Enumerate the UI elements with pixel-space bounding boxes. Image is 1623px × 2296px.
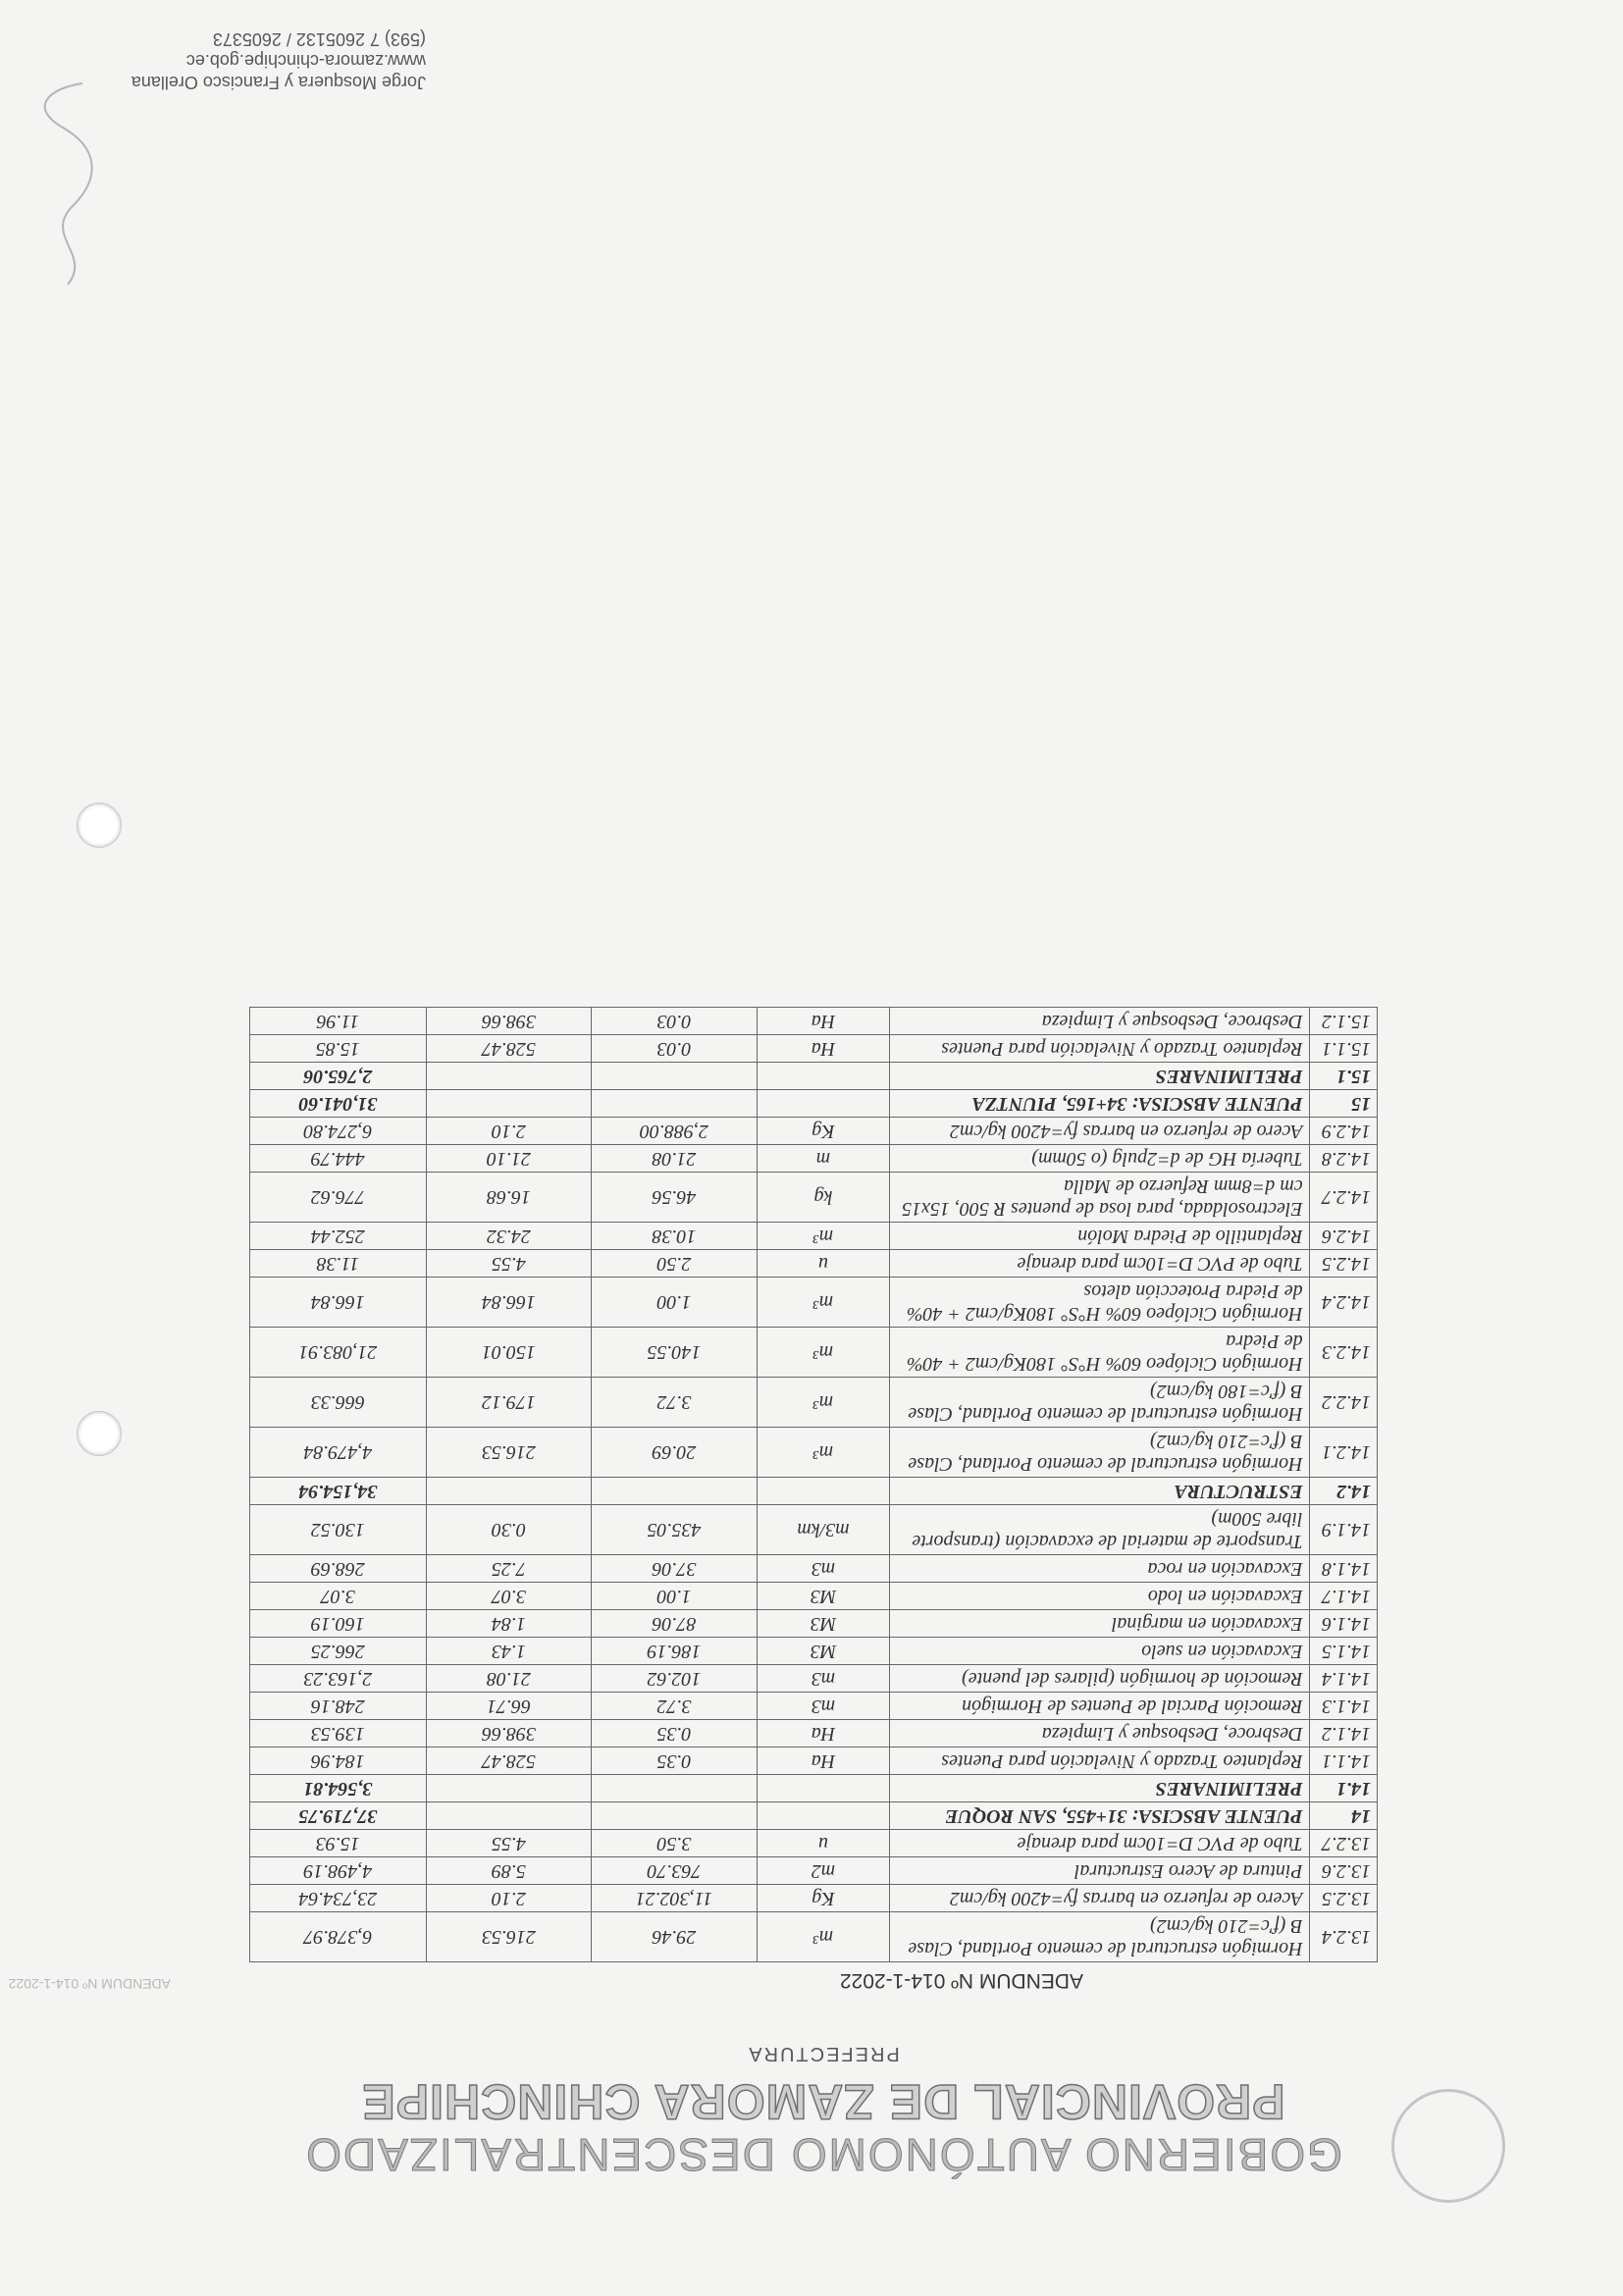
row-code: 14.2 — [1309, 1478, 1377, 1505]
row-quantity: 3.72 — [592, 1378, 758, 1428]
row-description: Tubo de PVC D=10cm para drenaje — [890, 1830, 1309, 1857]
addendum-title: ADENDUM Nº 014-1-2022 — [839, 1969, 1083, 1992]
row-unit-price: 398.66 — [426, 1008, 592, 1035]
row-quantity — [592, 1090, 758, 1118]
row-quantity: 0.35 — [592, 1748, 758, 1775]
row-code: 14.2.5 — [1309, 1250, 1377, 1278]
row-unit — [757, 1063, 890, 1090]
footer-web: www.zamora-chinchipe.gob.ec — [185, 51, 426, 71]
row-unit-price: 24.32 — [426, 1223, 592, 1250]
row-unit: u — [757, 1830, 890, 1857]
row-total: 15.93 — [250, 1830, 427, 1857]
row-description: Hormigón Ciclópeo 60% H°S° 180Kg/cm2 + 40% de Piedra — [890, 1328, 1309, 1378]
table-row — [250, 1378, 1378, 1428]
row-quantity: 140.55 — [592, 1328, 758, 1378]
row-unit-price — [426, 1478, 592, 1505]
row-code: 14.1.6 — [1309, 1610, 1377, 1638]
row-description: Hormigón estructural de cemento Portland, Clase B (f'c=210 kg/cm2) — [890, 1912, 1309, 1962]
row-description: Replantillo de Piedra Molón — [890, 1223, 1309, 1250]
row-code: 13.2.7 — [1309, 1830, 1377, 1857]
budget-table-body — [250, 1008, 1378, 1962]
row-code: 14.1 — [1309, 1775, 1377, 1802]
row-total: 3,564.81 — [250, 1775, 427, 1802]
row-unit-price: 1.84 — [426, 1610, 592, 1638]
table-row — [250, 1278, 1378, 1328]
row-code: 14.2.4 — [1309, 1278, 1377, 1328]
department-name: PREFECTURA — [747, 2043, 900, 2064]
row-unit: Kg — [757, 1118, 890, 1145]
row-unit: m — [757, 1145, 890, 1173]
row-description: PRELIMINARES — [890, 1775, 1309, 1802]
row-description: Excavación en marginal — [890, 1610, 1309, 1638]
row-unit-price: 2.10 — [426, 1885, 592, 1912]
row-total: 11.38 — [250, 1250, 427, 1278]
row-description: Hormigón estructural de cemento Portland, Clase B (f'c=180 kg/cm2) — [890, 1378, 1309, 1428]
row-unit-price: 4.55 — [426, 1250, 592, 1278]
row-code: 14.2.9 — [1309, 1118, 1377, 1145]
table-row — [250, 1912, 1378, 1962]
row-unit-price: 66.71 — [426, 1693, 592, 1720]
row-unit-price: 216.53 — [426, 1912, 592, 1962]
row-code: 15 — [1309, 1090, 1377, 1118]
row-unit-price: 3.07 — [426, 1583, 592, 1610]
row-total: 4,498.19 — [250, 1857, 427, 1885]
row-quantity: 11,302.21 — [592, 1885, 758, 1912]
table-row — [250, 1610, 1378, 1638]
row-total: 248.16 — [250, 1693, 427, 1720]
row-quantity: 763.70 — [592, 1857, 758, 1885]
row-unit-price: 398.66 — [426, 1720, 592, 1748]
row-description: ESTRUCTURA — [890, 1478, 1309, 1505]
row-unit: M3 — [757, 1610, 890, 1638]
row-code: 14.2.7 — [1309, 1173, 1377, 1223]
row-unit — [757, 1802, 890, 1830]
binder-hole-bottom — [77, 803, 122, 848]
row-code: 15.1.1 — [1309, 1035, 1377, 1063]
row-unit-price — [426, 1802, 592, 1830]
row-total: 2,163.23 — [250, 1665, 427, 1693]
table-row — [250, 1638, 1378, 1665]
row-total: 184.96 — [250, 1748, 427, 1775]
row-quantity: 102.62 — [592, 1665, 758, 1693]
row-unit-price: 0.30 — [426, 1505, 592, 1555]
row-total: 3.07 — [250, 1583, 427, 1610]
row-total: 2,765.06 — [250, 1063, 427, 1090]
row-unit-price: 4.55 — [426, 1830, 592, 1857]
row-unit-price — [426, 1775, 592, 1802]
row-quantity: 0.03 — [592, 1008, 758, 1035]
row-description: Pintura de Acero Estructural — [890, 1857, 1309, 1885]
row-quantity: 3.72 — [592, 1693, 758, 1720]
row-total: 4,479.84 — [250, 1428, 427, 1478]
row-unit: Ha — [757, 1035, 890, 1063]
row-quantity: 29.46 — [592, 1912, 758, 1962]
row-unit-price: 21.10 — [426, 1145, 592, 1173]
row-quantity: 1.00 — [592, 1278, 758, 1328]
row-description: Excavación en roca — [890, 1555, 1309, 1583]
row-total: 139.53 — [250, 1720, 427, 1748]
row-total: 21,083.91 — [250, 1328, 427, 1378]
row-code: 14 — [1309, 1802, 1377, 1830]
row-quantity: 435.05 — [592, 1505, 758, 1555]
row-total: 252.44 — [250, 1223, 427, 1250]
row-code: 14.1.9 — [1309, 1505, 1377, 1555]
row-code: 13.2.4 — [1309, 1912, 1377, 1962]
row-quantity: 87.06 — [592, 1610, 758, 1638]
row-description: Tubería HG de d=2pulg (o 50mm) — [890, 1145, 1309, 1173]
row-description: Excavación en suelo — [890, 1638, 1309, 1665]
row-quantity: 2.50 — [592, 1250, 758, 1278]
table-row — [250, 1857, 1378, 1885]
row-unit-price: 1.43 — [426, 1638, 592, 1665]
row-unit: m³ — [757, 1223, 890, 1250]
row-unit-price: 528.47 — [426, 1748, 592, 1775]
row-unit-price: 21.08 — [426, 1665, 592, 1693]
row-description: Desbroce, Desbosque y Limpieza — [890, 1720, 1309, 1748]
row-code: 14.1.7 — [1309, 1583, 1377, 1610]
row-unit — [757, 1090, 890, 1118]
row-description: Hormigón estructural de cemento Portland, Clase B (f'c=210 kg/cm2) — [890, 1428, 1309, 1478]
row-code: 14.2.2 — [1309, 1378, 1377, 1428]
table-row — [250, 1478, 1378, 1505]
row-unit-price: 528.47 — [426, 1035, 592, 1063]
row-description: Transporte de material de excavación (transporte libre 500m) — [890, 1505, 1309, 1555]
footer-phone: (593) 7 2605132 / 2605373 — [212, 29, 426, 49]
table-row — [250, 1775, 1378, 1802]
row-code: 14.1.8 — [1309, 1555, 1377, 1583]
row-description: Remoción de hormigón (pilares del puente) — [890, 1665, 1309, 1693]
row-total: 34,154.94 — [250, 1478, 427, 1505]
row-code: 14.2.3 — [1309, 1328, 1377, 1378]
handwritten-signature — [33, 78, 102, 294]
row-unit: m3 — [757, 1693, 890, 1720]
row-unit-price: 5.89 — [426, 1857, 592, 1885]
row-description: Acero de refuerzo en barras fy=4200 kg/cm2 — [890, 1885, 1309, 1912]
row-unit: m2 — [757, 1857, 890, 1885]
row-total: 160.19 — [250, 1610, 427, 1638]
row-unit: Ha — [757, 1008, 890, 1035]
row-unit: m3/km — [757, 1505, 890, 1555]
row-quantity — [592, 1775, 758, 1802]
row-code: 13.2.5 — [1309, 1885, 1377, 1912]
table-row — [250, 1555, 1378, 1583]
organization-line-2: PROVINCIAL DE ZAMORA CHINCHIPE — [361, 2074, 1285, 2129]
row-description: Replanteo Trazado y Nivelación para Puentes — [890, 1748, 1309, 1775]
table-row — [250, 1250, 1378, 1278]
addendum-previous-ref: ADENDUM Nº 014-1-2022 — [8, 1976, 171, 1992]
table-row — [250, 1063, 1378, 1090]
table-row — [250, 1090, 1378, 1118]
row-unit — [757, 1478, 890, 1505]
row-description: Excavación en lodo — [890, 1583, 1309, 1610]
table-row — [250, 1223, 1378, 1250]
table-row — [250, 1583, 1378, 1610]
table-row — [250, 1802, 1378, 1830]
row-quantity: 20.69 — [592, 1428, 758, 1478]
row-quantity: 1.00 — [592, 1583, 758, 1610]
row-unit-price — [426, 1063, 592, 1090]
row-description: PUENTE ABSCISA: 31+455, SAN ROQUE — [890, 1802, 1309, 1830]
row-description: PUENTE ABSCISA: 34+165, PIUNTZA — [890, 1090, 1309, 1118]
row-total: 776.62 — [250, 1173, 427, 1223]
row-quantity: 186.19 — [592, 1638, 758, 1665]
row-total: 15.85 — [250, 1035, 427, 1063]
table-row — [250, 1173, 1378, 1223]
row-unit: m3 — [757, 1555, 890, 1583]
row-total: 268.69 — [250, 1555, 427, 1583]
row-unit: Ha — [757, 1748, 890, 1775]
row-total: 166.84 — [250, 1278, 427, 1328]
row-quantity: 2,988.00 — [592, 1118, 758, 1145]
row-unit-price: 166.84 — [426, 1278, 592, 1328]
row-unit: m³ — [757, 1328, 890, 1378]
addendum-line — [8, 1968, 1083, 1992]
row-unit-price: 2.10 — [426, 1118, 592, 1145]
row-unit-price: 7.25 — [426, 1555, 592, 1583]
row-unit: u — [757, 1250, 890, 1278]
binder-hole-top — [77, 1411, 122, 1456]
row-unit: kg — [757, 1173, 890, 1223]
table-row — [250, 1748, 1378, 1775]
row-total: 6,378.97 — [250, 1912, 427, 1962]
budget-table — [249, 1007, 1378, 1962]
row-quantity: 46.56 — [592, 1173, 758, 1223]
row-code: 15.1.2 — [1309, 1008, 1377, 1035]
row-unit: m³ — [757, 1278, 890, 1328]
row-total: 23,734.64 — [250, 1885, 427, 1912]
row-code: 14.2.1 — [1309, 1428, 1377, 1478]
row-unit-price — [426, 1090, 592, 1118]
row-code: 14.2.6 — [1309, 1223, 1377, 1250]
row-total: 130.52 — [250, 1505, 427, 1555]
table-row — [250, 1035, 1378, 1063]
row-code: 14.1.1 — [1309, 1748, 1377, 1775]
row-code: 14.1.2 — [1309, 1720, 1377, 1748]
row-total: 11.96 — [250, 1008, 427, 1035]
table-row — [250, 1328, 1378, 1378]
row-description: Hormigón Ciclópeo 60% H°S° 180Kg/cm2 + 40% de Piedra Protección aletos — [890, 1278, 1309, 1328]
table-row — [250, 1505, 1378, 1555]
table-row — [250, 1145, 1378, 1173]
row-code: 15.1 — [1309, 1063, 1377, 1090]
row-unit: m³ — [757, 1378, 890, 1428]
table-row — [250, 1885, 1378, 1912]
row-code: 14.1.3 — [1309, 1693, 1377, 1720]
row-code: 14.1.4 — [1309, 1665, 1377, 1693]
row-unit: M3 — [757, 1638, 890, 1665]
table-row — [250, 1118, 1378, 1145]
row-quantity: 0.03 — [592, 1035, 758, 1063]
row-unit-price: 16.68 — [426, 1173, 592, 1223]
row-description: Replanteo Trazado y Nivelación para Puentes — [890, 1035, 1309, 1063]
letterhead — [235, 2042, 1412, 2180]
table-row — [250, 1008, 1378, 1035]
row-quantity: 37.06 — [592, 1555, 758, 1583]
row-total: 266.25 — [250, 1638, 427, 1665]
row-unit-price: 150.01 — [426, 1328, 592, 1378]
table-row — [250, 1720, 1378, 1748]
row-unit — [757, 1775, 890, 1802]
row-unit-price: 216.53 — [426, 1428, 592, 1478]
row-unit: m3 — [757, 1665, 890, 1693]
row-quantity: 0.35 — [592, 1720, 758, 1748]
row-description: Acero de refuerzo en barras fy=4200 kg/cm2 — [890, 1118, 1309, 1145]
row-code: 14.1.5 — [1309, 1638, 1377, 1665]
table-row — [250, 1693, 1378, 1720]
row-total: 37,719.75 — [250, 1802, 427, 1830]
row-quantity: 21.08 — [592, 1145, 758, 1173]
footer-name: Jorge Mosquera y Francisco Orellana — [131, 73, 426, 92]
row-total: 31,041.60 — [250, 1090, 427, 1118]
table-row — [250, 1665, 1378, 1693]
table-row — [250, 1830, 1378, 1857]
row-unit-price: 179.12 — [426, 1378, 592, 1428]
row-total: 444.79 — [250, 1145, 427, 1173]
row-description: Tubo de PVC D=10cm para drenaje — [890, 1250, 1309, 1278]
row-total: 6,274.80 — [250, 1118, 427, 1145]
row-quantity — [592, 1802, 758, 1830]
row-quantity — [592, 1063, 758, 1090]
row-quantity — [592, 1478, 758, 1505]
row-unit: Ha — [757, 1720, 890, 1748]
row-code: 14.2.8 — [1309, 1145, 1377, 1173]
row-unit: M3 — [757, 1583, 890, 1610]
organization-line-1: GOBIERNO AUTÓNOMO DESCENTRALIZADO — [304, 2129, 1342, 2180]
row-description: Remoción Parcial de Puentes de Hormigón — [890, 1693, 1309, 1720]
table-row — [250, 1428, 1378, 1478]
row-unit: m³ — [757, 1428, 890, 1478]
row-description: PRELIMINARES — [890, 1063, 1309, 1090]
row-quantity: 3.50 — [592, 1830, 758, 1857]
row-unit: Kg — [757, 1885, 890, 1912]
row-unit: m³ — [757, 1912, 890, 1962]
row-description: Desbroce, Desbosque y Limpieza — [890, 1008, 1309, 1035]
row-description: Electrosoldada, para losa de puentes R 500, 15x15 cm d=8mm Refuerzo de Malla — [890, 1173, 1309, 1223]
row-total: 666.33 — [250, 1378, 427, 1428]
row-code: 13.2.6 — [1309, 1857, 1377, 1885]
row-quantity: 10.38 — [592, 1223, 758, 1250]
